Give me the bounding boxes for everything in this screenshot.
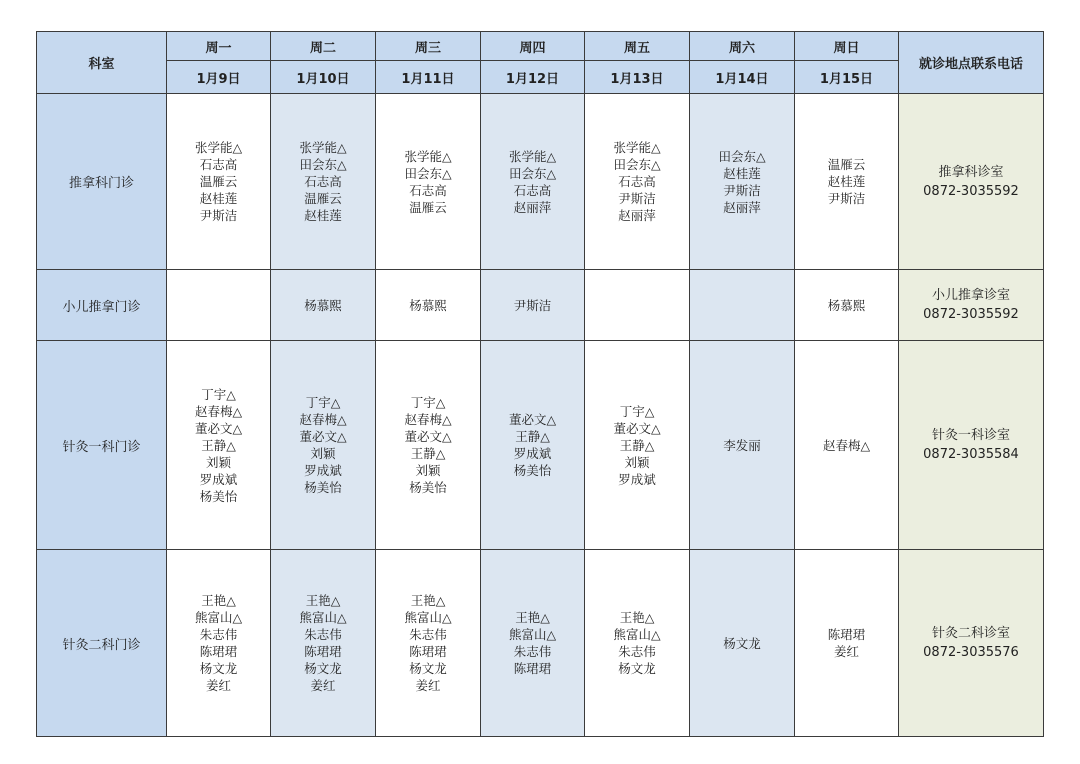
doctor-name: 王艳△ (515, 610, 550, 625)
doctor-name: 田会东△ (299, 157, 347, 172)
doctor-cell (585, 550, 690, 737)
doctor-name: 温雁云 (199, 174, 238, 189)
doctor-name: 赵桂莲 (199, 191, 238, 206)
doctor-cell (167, 94, 271, 270)
doctor-cell (585, 341, 690, 550)
weekday-header: 周日 (795, 32, 899, 61)
table-row (37, 341, 1044, 550)
doctor-cell (376, 341, 481, 550)
doctor-name: 熊富山△ (613, 627, 661, 642)
doctor-name: 罗成斌 (618, 471, 656, 487)
dept-name: 针灸二科门诊 (37, 550, 167, 737)
weekday-header: 周六 (690, 32, 795, 61)
doctor-name: 刘颖 (624, 454, 650, 470)
dept-name: 小儿推拿门诊 (37, 270, 167, 341)
date-header: 1月9日 (167, 61, 271, 94)
doctor-cell (376, 550, 481, 737)
doctor-name: 陈珺珺 (827, 627, 866, 642)
doctor-name: 赵春梅△ (404, 412, 452, 427)
doctor-name: 田会东△ (718, 148, 766, 164)
doctor-name: 丁宇△ (201, 386, 236, 402)
doctor-name: 赵桂莲 (304, 208, 342, 223)
doctor-name: 赵春梅△ (299, 412, 347, 427)
doctor-name: 温雁云 (409, 199, 447, 215)
doctor-name: 杨文龙 (304, 661, 342, 676)
doctor-name: 赵丽萍 (723, 199, 761, 215)
doctor-cell (795, 270, 899, 341)
doctor-name: 李发丽 (723, 437, 761, 453)
doctor-name: 丁宇△ (305, 395, 341, 410)
weekday-header: 周五 (585, 32, 690, 61)
doctor-cell (271, 550, 376, 737)
doctor-name: 杨美怡 (304, 480, 342, 495)
doctor-name: 尹斯洁 (723, 182, 761, 198)
doctor-cell (481, 94, 585, 270)
doctor-name: 赵桂莲 (723, 165, 761, 181)
doctor-cell (795, 94, 899, 270)
date-header: 1月10日 (271, 61, 376, 94)
contact-cell (899, 550, 1044, 737)
doctor-cell (271, 94, 376, 270)
doctor-name: 熊富山△ (194, 610, 243, 625)
doctor-name: 杨文龙 (199, 661, 238, 676)
doctor-name: 朱志伟 (513, 644, 552, 659)
doctor-name: 温雁云 (827, 157, 866, 172)
doctor-name: 刘颖 (205, 454, 231, 470)
doctor-name: 石志高 (513, 182, 552, 198)
doctor-cell (481, 341, 585, 550)
doctor-cell (690, 94, 795, 270)
table-row (37, 94, 1044, 270)
doctor-name: 赵春梅△ (194, 403, 243, 419)
doctor-cell (271, 270, 376, 341)
doctor-name: 杨文龙 (723, 635, 761, 651)
doctor-name: 董必文△ (613, 420, 661, 436)
doctor-name: 杨文龙 (409, 661, 447, 676)
doctor-name: 杨慕熙 (304, 297, 342, 313)
doctor-name: 张学能△ (508, 148, 557, 164)
doctor-name: 尹斯洁 (199, 208, 238, 223)
doctor-name: 丁宇△ (410, 395, 446, 410)
doctor-name: 尹斯洁 (827, 191, 866, 206)
doctor-name: 田会东△ (613, 157, 661, 172)
doctor-name: 赵桂莲 (827, 174, 866, 189)
doctor-name: 董必文△ (404, 429, 452, 444)
date-header: 1月15日 (795, 61, 899, 94)
doctor-name: 杨慕熙 (409, 297, 447, 313)
doctor-name: 董必文△ (299, 429, 347, 444)
doctor-name: 丁宇△ (619, 403, 655, 419)
contact-cell (899, 94, 1044, 270)
doctor-name: 张学能△ (299, 140, 347, 155)
doctor-name: 陈珺珺 (199, 644, 238, 659)
doctor-name: 王艳△ (410, 593, 446, 608)
doctor-cell (271, 341, 376, 550)
weekday-header: 周四 (481, 32, 585, 61)
doctor-name: 田会东△ (404, 165, 452, 181)
phone-number: 0872-3035592 (923, 307, 1019, 322)
doctor-name: 尹斯洁 (618, 191, 656, 206)
date-header: 1月13日 (585, 61, 690, 94)
doctor-name: 石志高 (618, 174, 656, 189)
phone-number: 0872-3035584 (923, 447, 1019, 462)
doctor-name: 姜红 (310, 678, 336, 693)
doctor-cell (690, 341, 795, 550)
weekday-header: 周一 (167, 32, 271, 61)
doctor-name: 朱志伟 (199, 627, 238, 642)
doctor-name: 赵丽萍 (513, 199, 552, 215)
doctor-cell (481, 270, 585, 341)
doctor-cell (481, 550, 585, 737)
doctor-name: 杨美怡 (513, 463, 552, 478)
doctor-cell (795, 550, 899, 737)
doctor-name: 杨文龙 (618, 661, 656, 676)
doctor-cell (585, 270, 690, 341)
doctor-name: 熊富山△ (299, 610, 347, 625)
doctor-name: 田会东△ (508, 165, 557, 181)
clinic-room: 针灸二科诊室 (931, 626, 1010, 641)
dept-name: 针灸一科门诊 (37, 341, 167, 550)
table-row (37, 270, 1044, 341)
contact-cell (899, 341, 1044, 550)
contact-cell (899, 270, 1044, 341)
phone-number: 0872-3035592 (923, 183, 1019, 199)
doctor-name: 石志高 (304, 174, 342, 189)
doctor-cell (690, 270, 795, 341)
dept-name: 推拿科门诊 (37, 94, 167, 270)
doctor-name: 王艳△ (619, 610, 655, 625)
doctor-name: 王静△ (410, 446, 446, 461)
doctor-name: 温雁云 (304, 191, 342, 206)
doctor-name: 杨美怡 (199, 488, 238, 504)
doctor-name: 王静△ (619, 437, 655, 453)
doctor-name: 姜红 (833, 644, 859, 659)
doctor-cell (376, 94, 481, 270)
clinic-room: 推拿科诊室 (938, 164, 1004, 180)
phone-number: 0872-3035576 (923, 645, 1019, 660)
table-row (37, 550, 1044, 737)
doctor-name: 陈珺珺 (513, 661, 552, 676)
doctor-name: 王静△ (515, 429, 550, 444)
doctor-name: 尹斯洁 (513, 297, 552, 313)
doctor-cell (690, 550, 795, 737)
date-header: 1月12日 (481, 61, 585, 94)
weekday-header: 周三 (376, 32, 481, 61)
doctor-cell (585, 94, 690, 270)
doctor-name: 张学能△ (194, 140, 243, 155)
doctor-name: 朱志伟 (304, 627, 342, 642)
doctor-name: 石志高 (199, 157, 238, 172)
doctor-cell (376, 270, 481, 341)
schedule-body (37, 94, 1044, 737)
date-header: 1月14日 (690, 61, 795, 94)
doctor-name: 王静△ (201, 437, 236, 453)
doctor-name: 陈珺珺 (409, 644, 447, 659)
doctor-name: 罗成斌 (513, 446, 552, 461)
doctor-cell (795, 341, 899, 550)
doctor-name: 刘颖 (310, 446, 336, 461)
doctor-name: 罗成斌 (304, 463, 342, 478)
doctor-name: 王艳△ (305, 593, 341, 608)
dept-header: 科室 (37, 32, 167, 94)
doctor-cell (167, 341, 271, 550)
doctor-cell (167, 550, 271, 737)
doctor-name: 石志高 (409, 182, 447, 198)
doctor-name: 刘颖 (415, 463, 441, 478)
doctor-name: 姜红 (205, 678, 231, 693)
doctor-name: 董必文△ (508, 412, 557, 427)
doctor-name: 杨美怡 (409, 480, 447, 495)
doctor-name: 杨慕熙 (827, 297, 866, 313)
contact-header: 就诊地点联系电话 (899, 32, 1044, 94)
date-header: 1月11日 (376, 61, 481, 94)
doctor-name: 熊富山△ (508, 627, 557, 642)
weekday-header: 周二 (271, 32, 376, 61)
clinic-room: 针灸一科诊室 (931, 428, 1010, 443)
doctor-name: 罗成斌 (199, 471, 238, 487)
doctor-name: 赵丽萍 (618, 208, 656, 223)
doctor-name: 赵春梅△ (822, 437, 871, 453)
schedule-table (36, 31, 1044, 737)
doctor-name: 熊富山△ (404, 610, 452, 625)
doctor-name: 陈珺珺 (304, 644, 342, 659)
clinic-room: 小儿推拿诊室 (931, 288, 1010, 303)
doctor-name: 董必文△ (194, 420, 243, 436)
doctor-name: 王艳△ (201, 593, 236, 608)
doctor-name: 张学能△ (404, 148, 452, 164)
doctor-name: 朱志伟 (409, 627, 447, 642)
doctor-cell (167, 270, 271, 341)
doctor-name: 张学能△ (613, 140, 661, 155)
doctor-name: 姜红 (415, 678, 441, 693)
doctor-name: 朱志伟 (618, 644, 656, 659)
